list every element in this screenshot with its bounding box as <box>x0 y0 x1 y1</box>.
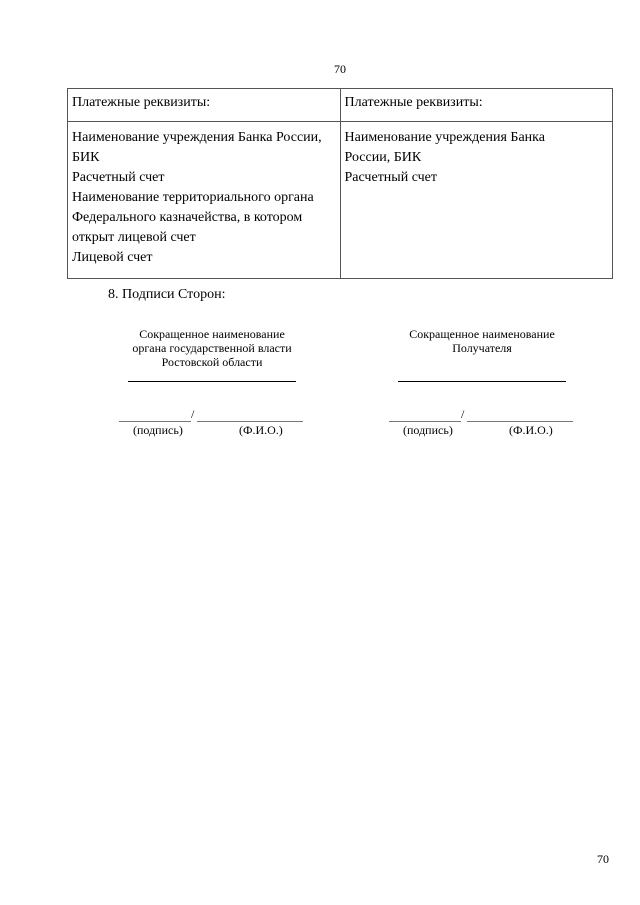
page-number-bottom: 70 <box>597 852 609 866</box>
table-body-row <box>68 122 613 279</box>
signature-block-left <box>117 327 307 437</box>
left-line: БИК <box>72 150 100 165</box>
signature-line <box>117 409 307 423</box>
left-line: Наименование территориального органа <box>72 190 314 205</box>
fio-underline <box>467 421 573 422</box>
left-line: Федерального казначейства, в котором <box>72 210 303 225</box>
label-fio: (Ф.И.О.) <box>509 423 553 437</box>
caption-line: Сокращенное наименование <box>409 327 555 341</box>
right-line: России, БИК <box>344 150 422 165</box>
label-fio: (Ф.И.О.) <box>239 423 283 437</box>
caption-line: органа государственной власти <box>132 341 292 355</box>
caption-line: Получателя <box>452 341 512 355</box>
signature-underline <box>119 421 191 422</box>
fio-underline <box>197 421 303 422</box>
right-line: Расчетный счет <box>344 170 438 185</box>
signature-block-right <box>387 327 577 437</box>
left-line: Наименование учреждения Банка России, <box>72 130 322 145</box>
right-requisites-cell <box>340 122 613 279</box>
signature-underline <box>389 421 461 422</box>
caption-line: Ростовской области <box>161 355 263 369</box>
label-signature: (подпись) <box>403 423 453 437</box>
name-underline <box>128 381 296 382</box>
right-header-cell: Платежные реквизиты: <box>340 89 613 122</box>
payment-requisites-table <box>67 88 613 279</box>
signature-separator: / <box>191 407 195 421</box>
left-line: Лицевой счет <box>72 250 153 265</box>
caption-line: Сокращенное наименование <box>139 327 285 341</box>
name-underline <box>398 381 566 382</box>
signature-labels <box>387 423 577 437</box>
left-line: открыт лицевой счет <box>72 230 196 245</box>
page-number-top: 70 <box>334 62 346 76</box>
section-title: 8. Подписи Сторон: <box>108 287 226 302</box>
signature-labels <box>117 423 307 437</box>
left-header-cell: Платежные реквизиты: <box>68 89 341 122</box>
label-signature: (подпись) <box>133 423 183 437</box>
left-line: Расчетный счет <box>72 170 165 185</box>
table-header-row <box>68 89 613 122</box>
signature-separator: / <box>461 407 465 421</box>
right-line: Наименование учреждения Банка <box>344 130 545 145</box>
left-requisites-cell <box>68 122 341 279</box>
signature-line <box>387 409 577 423</box>
